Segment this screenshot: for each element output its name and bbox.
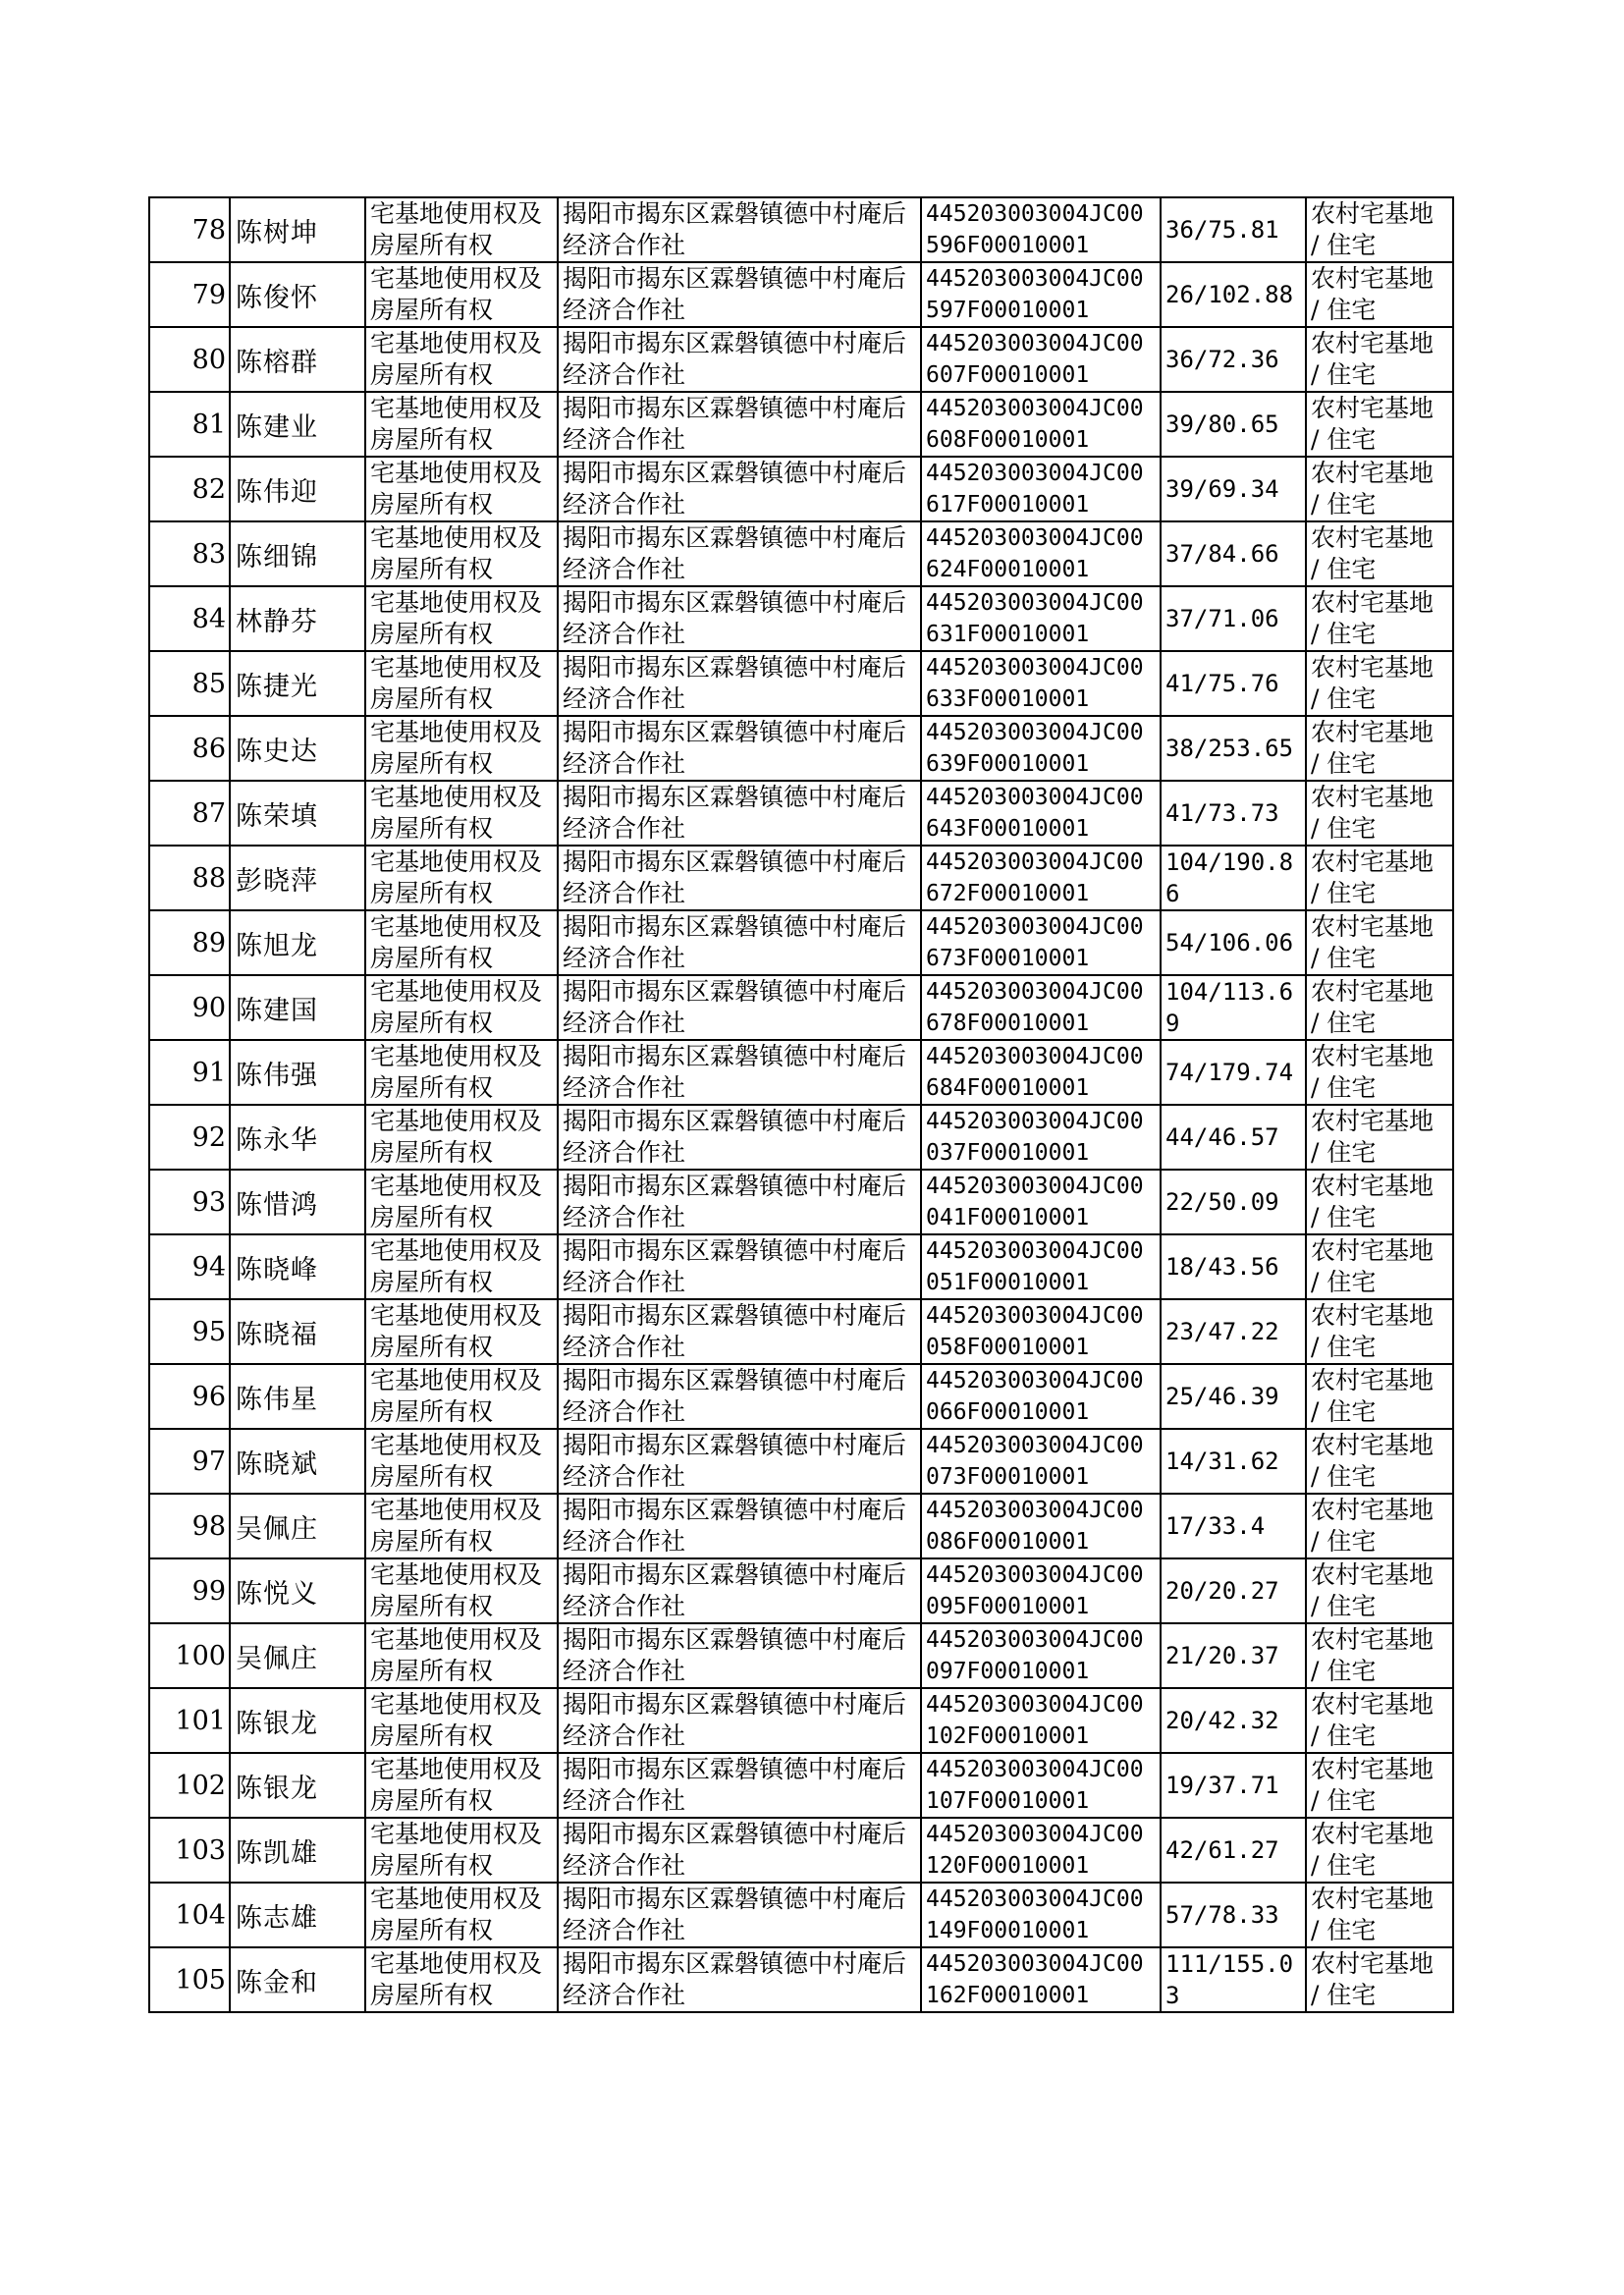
table-row bbox=[149, 781, 1453, 846]
owner-name-cell: 陈惜鸿 bbox=[230, 1170, 365, 1234]
location-cell: 揭阳市揭东区霖磐镇德中村庵后经济合作社 bbox=[558, 262, 921, 327]
owner-name-cell: 陈建国 bbox=[230, 975, 365, 1040]
unit-number-cell: 445203003004JC00678F00010001 bbox=[921, 975, 1161, 1040]
area-cell: 18/43.56 bbox=[1161, 1234, 1306, 1299]
right-type-cell: 宅基地使用权及房屋所有权 bbox=[365, 716, 558, 781]
row-number-cell: 100 bbox=[149, 1623, 230, 1688]
table-row bbox=[149, 651, 1453, 716]
table-row bbox=[149, 1558, 1453, 1623]
unit-number-cell: 445203003004JC00597F00010001 bbox=[921, 262, 1161, 327]
owner-name-cell: 陈悦义 bbox=[230, 1558, 365, 1623]
table-row bbox=[149, 1105, 1453, 1170]
area-cell: 36/72.36 bbox=[1161, 327, 1306, 392]
owner-name-cell: 陈银龙 bbox=[230, 1688, 365, 1753]
unit-number-cell: 445203003004JC00684F00010001 bbox=[921, 1040, 1161, 1105]
table-row bbox=[149, 1818, 1453, 1883]
unit-number-cell: 445203003004JC00058F00010001 bbox=[921, 1299, 1161, 1364]
location-cell: 揭阳市揭东区霖磐镇德中村庵后经济合作社 bbox=[558, 1170, 921, 1234]
table-row bbox=[149, 1364, 1453, 1429]
right-type-cell: 宅基地使用权及房屋所有权 bbox=[365, 1688, 558, 1753]
table-row bbox=[149, 1623, 1453, 1688]
owner-name-cell: 陈榕群 bbox=[230, 327, 365, 392]
usage-cell: 农村宅基地 / 住宅 bbox=[1306, 197, 1453, 262]
area-cell: 21/20.37 bbox=[1161, 1623, 1306, 1688]
area-cell: 14/31.62 bbox=[1161, 1429, 1306, 1494]
row-number-cell: 78 bbox=[149, 197, 230, 262]
unit-number-cell: 445203003004JC00149F00010001 bbox=[921, 1883, 1161, 1947]
owner-name-cell: 陈银龙 bbox=[230, 1753, 365, 1818]
table-row bbox=[149, 1040, 1453, 1105]
usage-cell: 农村宅基地 / 住宅 bbox=[1306, 392, 1453, 457]
owner-name-cell: 吴佩庄 bbox=[230, 1494, 365, 1558]
area-cell: 37/71.06 bbox=[1161, 586, 1306, 651]
table-row bbox=[149, 1170, 1453, 1234]
location-cell: 揭阳市揭东区霖磐镇德中村庵后经济合作社 bbox=[558, 1364, 921, 1429]
owner-name-cell: 陈晓斌 bbox=[230, 1429, 365, 1494]
owner-name-cell: 陈荣填 bbox=[230, 781, 365, 846]
location-cell: 揭阳市揭东区霖磐镇德中村庵后经济合作社 bbox=[558, 1040, 921, 1105]
area-cell: 39/80.65 bbox=[1161, 392, 1306, 457]
row-number-cell: 98 bbox=[149, 1494, 230, 1558]
right-type-cell: 宅基地使用权及房屋所有权 bbox=[365, 1234, 558, 1299]
table-row bbox=[149, 1947, 1453, 2012]
location-cell: 揭阳市揭东区霖磐镇德中村庵后经济合作社 bbox=[558, 521, 921, 586]
table-row bbox=[149, 846, 1453, 910]
unit-number-cell: 445203003004JC00608F00010001 bbox=[921, 392, 1161, 457]
row-number-cell: 94 bbox=[149, 1234, 230, 1299]
table-row bbox=[149, 910, 1453, 975]
usage-cell: 农村宅基地 / 住宅 bbox=[1306, 262, 1453, 327]
usage-cell: 农村宅基地 / 住宅 bbox=[1306, 1299, 1453, 1364]
location-cell: 揭阳市揭东区霖磐镇德中村庵后经济合作社 bbox=[558, 586, 921, 651]
usage-cell: 农村宅基地 / 住宅 bbox=[1306, 586, 1453, 651]
unit-number-cell: 445203003004JC00041F00010001 bbox=[921, 1170, 1161, 1234]
area-cell: 36/75.81 bbox=[1161, 197, 1306, 262]
owner-name-cell: 陈史达 bbox=[230, 716, 365, 781]
table-body bbox=[149, 197, 1453, 2012]
location-cell: 揭阳市揭东区霖磐镇德中村庵后经济合作社 bbox=[558, 1623, 921, 1688]
owner-name-cell: 陈金和 bbox=[230, 1947, 365, 2012]
owner-name-cell: 陈捷光 bbox=[230, 651, 365, 716]
unit-number-cell: 445203003004JC00066F00010001 bbox=[921, 1364, 1161, 1429]
unit-number-cell: 445203003004JC00086F00010001 bbox=[921, 1494, 1161, 1558]
unit-number-cell: 445203003004JC00095F00010001 bbox=[921, 1558, 1161, 1623]
table-row bbox=[149, 1429, 1453, 1494]
location-cell: 揭阳市揭东区霖磐镇德中村庵后经济合作社 bbox=[558, 197, 921, 262]
right-type-cell: 宅基地使用权及房屋所有权 bbox=[365, 1429, 558, 1494]
owner-name-cell: 陈伟迎 bbox=[230, 457, 365, 521]
owner-name-cell: 彭晓萍 bbox=[230, 846, 365, 910]
area-cell: 38/253.65 bbox=[1161, 716, 1306, 781]
right-type-cell: 宅基地使用权及房屋所有权 bbox=[365, 457, 558, 521]
location-cell: 揭阳市揭东区霖磐镇德中村庵后经济合作社 bbox=[558, 1558, 921, 1623]
unit-number-cell: 445203003004JC00107F00010001 bbox=[921, 1753, 1161, 1818]
row-number-cell: 85 bbox=[149, 651, 230, 716]
table-row bbox=[149, 716, 1453, 781]
right-type-cell: 宅基地使用权及房屋所有权 bbox=[365, 1364, 558, 1429]
owner-name-cell: 陈建业 bbox=[230, 392, 365, 457]
owner-name-cell: 陈旭龙 bbox=[230, 910, 365, 975]
row-number-cell: 102 bbox=[149, 1753, 230, 1818]
area-cell: 37/84.66 bbox=[1161, 521, 1306, 586]
usage-cell: 农村宅基地 / 住宅 bbox=[1306, 975, 1453, 1040]
area-cell: 39/69.34 bbox=[1161, 457, 1306, 521]
unit-number-cell: 445203003004JC00162F00010001 bbox=[921, 1947, 1161, 2012]
table-row bbox=[149, 1688, 1453, 1753]
usage-cell: 农村宅基地 / 住宅 bbox=[1306, 1883, 1453, 1947]
unit-number-cell: 445203003004JC00631F00010001 bbox=[921, 586, 1161, 651]
unit-number-cell: 445203003004JC00051F00010001 bbox=[921, 1234, 1161, 1299]
usage-cell: 农村宅基地 / 住宅 bbox=[1306, 910, 1453, 975]
unit-number-cell: 445203003004JC00102F00010001 bbox=[921, 1688, 1161, 1753]
location-cell: 揭阳市揭东区霖磐镇德中村庵后经济合作社 bbox=[558, 781, 921, 846]
area-cell: 20/20.27 bbox=[1161, 1558, 1306, 1623]
location-cell: 揭阳市揭东区霖磐镇德中村庵后经济合作社 bbox=[558, 1688, 921, 1753]
usage-cell: 农村宅基地 / 住宅 bbox=[1306, 1364, 1453, 1429]
row-number-cell: 84 bbox=[149, 586, 230, 651]
location-cell: 揭阳市揭东区霖磐镇德中村庵后经济合作社 bbox=[558, 392, 921, 457]
table-row bbox=[149, 457, 1453, 521]
unit-number-cell: 445203003004JC00639F00010001 bbox=[921, 716, 1161, 781]
location-cell: 揭阳市揭东区霖磐镇德中村庵后经济合作社 bbox=[558, 975, 921, 1040]
area-cell: 20/42.32 bbox=[1161, 1688, 1306, 1753]
row-number-cell: 79 bbox=[149, 262, 230, 327]
right-type-cell: 宅基地使用权及房屋所有权 bbox=[365, 1040, 558, 1105]
owner-name-cell: 陈伟星 bbox=[230, 1364, 365, 1429]
right-type-cell: 宅基地使用权及房屋所有权 bbox=[365, 327, 558, 392]
usage-cell: 农村宅基地 / 住宅 bbox=[1306, 521, 1453, 586]
unit-number-cell: 445203003004JC00607F00010001 bbox=[921, 327, 1161, 392]
owner-name-cell: 陈志雄 bbox=[230, 1883, 365, 1947]
usage-cell: 农村宅基地 / 住宅 bbox=[1306, 1753, 1453, 1818]
table-row bbox=[149, 197, 1453, 262]
location-cell: 揭阳市揭东区霖磐镇德中村庵后经济合作社 bbox=[558, 1234, 921, 1299]
area-cell: 41/73.73 bbox=[1161, 781, 1306, 846]
row-number-cell: 93 bbox=[149, 1170, 230, 1234]
usage-cell: 农村宅基地 / 住宅 bbox=[1306, 1429, 1453, 1494]
unit-number-cell: 445203003004JC00624F00010001 bbox=[921, 521, 1161, 586]
right-type-cell: 宅基地使用权及房屋所有权 bbox=[365, 1105, 558, 1170]
area-cell: 57/78.33 bbox=[1161, 1883, 1306, 1947]
area-cell: 111/155.03 bbox=[1161, 1947, 1306, 2012]
area-cell: 23/47.22 bbox=[1161, 1299, 1306, 1364]
location-cell: 揭阳市揭东区霖磐镇德中村庵后经济合作社 bbox=[558, 1429, 921, 1494]
area-cell: 74/179.74 bbox=[1161, 1040, 1306, 1105]
unit-number-cell: 445203003004JC00596F00010001 bbox=[921, 197, 1161, 262]
row-number-cell: 95 bbox=[149, 1299, 230, 1364]
table-row bbox=[149, 975, 1453, 1040]
owner-name-cell: 陈晓福 bbox=[230, 1299, 365, 1364]
owner-name-cell: 陈俊怀 bbox=[230, 262, 365, 327]
location-cell: 揭阳市揭东区霖磐镇德中村庵后经济合作社 bbox=[558, 1299, 921, 1364]
right-type-cell: 宅基地使用权及房屋所有权 bbox=[365, 262, 558, 327]
location-cell: 揭阳市揭东区霖磐镇德中村庵后经济合作社 bbox=[558, 1947, 921, 2012]
unit-number-cell: 445203003004JC00097F00010001 bbox=[921, 1623, 1161, 1688]
table-row bbox=[149, 262, 1453, 327]
usage-cell: 农村宅基地 / 住宅 bbox=[1306, 1494, 1453, 1558]
right-type-cell: 宅基地使用权及房屋所有权 bbox=[365, 586, 558, 651]
usage-cell: 农村宅基地 / 住宅 bbox=[1306, 716, 1453, 781]
row-number-cell: 103 bbox=[149, 1818, 230, 1883]
row-number-cell: 104 bbox=[149, 1883, 230, 1947]
table-row bbox=[149, 586, 1453, 651]
right-type-cell: 宅基地使用权及房屋所有权 bbox=[365, 1299, 558, 1364]
area-cell: 104/190.86 bbox=[1161, 846, 1306, 910]
usage-cell: 农村宅基地 / 住宅 bbox=[1306, 781, 1453, 846]
row-number-cell: 88 bbox=[149, 846, 230, 910]
location-cell: 揭阳市揭东区霖磐镇德中村庵后经济合作社 bbox=[558, 651, 921, 716]
table-row bbox=[149, 392, 1453, 457]
location-cell: 揭阳市揭东区霖磐镇德中村庵后经济合作社 bbox=[558, 910, 921, 975]
usage-cell: 农村宅基地 / 住宅 bbox=[1306, 846, 1453, 910]
unit-number-cell: 445203003004JC00120F00010001 bbox=[921, 1818, 1161, 1883]
row-number-cell: 87 bbox=[149, 781, 230, 846]
owner-name-cell: 林静芬 bbox=[230, 586, 365, 651]
usage-cell: 农村宅基地 / 住宅 bbox=[1306, 1623, 1453, 1688]
location-cell: 揭阳市揭东区霖磐镇德中村庵后经济合作社 bbox=[558, 327, 921, 392]
owner-name-cell: 陈伟强 bbox=[230, 1040, 365, 1105]
usage-cell: 农村宅基地 / 住宅 bbox=[1306, 1558, 1453, 1623]
row-number-cell: 99 bbox=[149, 1558, 230, 1623]
owner-name-cell: 陈树坤 bbox=[230, 197, 365, 262]
owner-name-cell: 陈凯雄 bbox=[230, 1818, 365, 1883]
area-cell: 104/113.69 bbox=[1161, 975, 1306, 1040]
row-number-cell: 80 bbox=[149, 327, 230, 392]
right-type-cell: 宅基地使用权及房屋所有权 bbox=[365, 1558, 558, 1623]
usage-cell: 农村宅基地 / 住宅 bbox=[1306, 651, 1453, 716]
right-type-cell: 宅基地使用权及房屋所有权 bbox=[365, 1947, 558, 2012]
usage-cell: 农村宅基地 / 住宅 bbox=[1306, 1947, 1453, 2012]
right-type-cell: 宅基地使用权及房屋所有权 bbox=[365, 975, 558, 1040]
usage-cell: 农村宅基地 / 住宅 bbox=[1306, 1688, 1453, 1753]
location-cell: 揭阳市揭东区霖磐镇德中村庵后经济合作社 bbox=[558, 1494, 921, 1558]
row-number-cell: 101 bbox=[149, 1688, 230, 1753]
table-row bbox=[149, 327, 1453, 392]
unit-number-cell: 445203003004JC00643F00010001 bbox=[921, 781, 1161, 846]
row-number-cell: 90 bbox=[149, 975, 230, 1040]
registration-table bbox=[148, 196, 1454, 2013]
unit-number-cell: 445203003004JC00673F00010001 bbox=[921, 910, 1161, 975]
owner-name-cell: 陈晓峰 bbox=[230, 1234, 365, 1299]
right-type-cell: 宅基地使用权及房屋所有权 bbox=[365, 846, 558, 910]
usage-cell: 农村宅基地 / 住宅 bbox=[1306, 1170, 1453, 1234]
row-number-cell: 82 bbox=[149, 457, 230, 521]
right-type-cell: 宅基地使用权及房屋所有权 bbox=[365, 1170, 558, 1234]
usage-cell: 农村宅基地 / 住宅 bbox=[1306, 1105, 1453, 1170]
location-cell: 揭阳市揭东区霖磐镇德中村庵后经济合作社 bbox=[558, 457, 921, 521]
area-cell: 17/33.4 bbox=[1161, 1494, 1306, 1558]
row-number-cell: 83 bbox=[149, 521, 230, 586]
table-row bbox=[149, 1234, 1453, 1299]
unit-number-cell: 445203003004JC00672F00010001 bbox=[921, 846, 1161, 910]
usage-cell: 农村宅基地 / 住宅 bbox=[1306, 457, 1453, 521]
right-type-cell: 宅基地使用权及房屋所有权 bbox=[365, 521, 558, 586]
unit-number-cell: 445203003004JC00617F00010001 bbox=[921, 457, 1161, 521]
owner-name-cell: 陈永华 bbox=[230, 1105, 365, 1170]
right-type-cell: 宅基地使用权及房屋所有权 bbox=[365, 651, 558, 716]
usage-cell: 农村宅基地 / 住宅 bbox=[1306, 1234, 1453, 1299]
table-row bbox=[149, 1753, 1453, 1818]
location-cell: 揭阳市揭东区霖磐镇德中村庵后经济合作社 bbox=[558, 1818, 921, 1883]
row-number-cell: 91 bbox=[149, 1040, 230, 1105]
right-type-cell: 宅基地使用权及房屋所有权 bbox=[365, 197, 558, 262]
right-type-cell: 宅基地使用权及房屋所有权 bbox=[365, 1494, 558, 1558]
right-type-cell: 宅基地使用权及房屋所有权 bbox=[365, 910, 558, 975]
row-number-cell: 86 bbox=[149, 716, 230, 781]
table-row bbox=[149, 521, 1453, 586]
area-cell: 22/50.09 bbox=[1161, 1170, 1306, 1234]
area-cell: 25/46.39 bbox=[1161, 1364, 1306, 1429]
table-row bbox=[149, 1494, 1453, 1558]
right-type-cell: 宅基地使用权及房屋所有权 bbox=[365, 392, 558, 457]
area-cell: 54/106.06 bbox=[1161, 910, 1306, 975]
area-cell: 42/61.27 bbox=[1161, 1818, 1306, 1883]
location-cell: 揭阳市揭东区霖磐镇德中村庵后经济合作社 bbox=[558, 716, 921, 781]
location-cell: 揭阳市揭东区霖磐镇德中村庵后经济合作社 bbox=[558, 1883, 921, 1947]
owner-name-cell: 陈细锦 bbox=[230, 521, 365, 586]
location-cell: 揭阳市揭东区霖磐镇德中村庵后经济合作社 bbox=[558, 846, 921, 910]
owner-name-cell: 吴佩庄 bbox=[230, 1623, 365, 1688]
area-cell: 41/75.76 bbox=[1161, 651, 1306, 716]
right-type-cell: 宅基地使用权及房屋所有权 bbox=[365, 1753, 558, 1818]
usage-cell: 农村宅基地 / 住宅 bbox=[1306, 1818, 1453, 1883]
right-type-cell: 宅基地使用权及房屋所有权 bbox=[365, 1623, 558, 1688]
right-type-cell: 宅基地使用权及房屋所有权 bbox=[365, 1818, 558, 1883]
row-number-cell: 92 bbox=[149, 1105, 230, 1170]
unit-number-cell: 445203003004JC00037F00010001 bbox=[921, 1105, 1161, 1170]
right-type-cell: 宅基地使用权及房屋所有权 bbox=[365, 781, 558, 846]
row-number-cell: 97 bbox=[149, 1429, 230, 1494]
table-row bbox=[149, 1299, 1453, 1364]
row-number-cell: 89 bbox=[149, 910, 230, 975]
location-cell: 揭阳市揭东区霖磐镇德中村庵后经济合作社 bbox=[558, 1753, 921, 1818]
area-cell: 19/37.71 bbox=[1161, 1753, 1306, 1818]
row-number-cell: 81 bbox=[149, 392, 230, 457]
area-cell: 26/102.88 bbox=[1161, 262, 1306, 327]
unit-number-cell: 445203003004JC00633F00010001 bbox=[921, 651, 1161, 716]
table-row bbox=[149, 1883, 1453, 1947]
unit-number-cell: 445203003004JC00073F00010001 bbox=[921, 1429, 1161, 1494]
row-number-cell: 96 bbox=[149, 1364, 230, 1429]
location-cell: 揭阳市揭东区霖磐镇德中村庵后经济合作社 bbox=[558, 1105, 921, 1170]
area-cell: 44/46.57 bbox=[1161, 1105, 1306, 1170]
right-type-cell: 宅基地使用权及房屋所有权 bbox=[365, 1883, 558, 1947]
usage-cell: 农村宅基地 / 住宅 bbox=[1306, 1040, 1453, 1105]
row-number-cell: 105 bbox=[149, 1947, 230, 2012]
usage-cell: 农村宅基地 / 住宅 bbox=[1306, 327, 1453, 392]
